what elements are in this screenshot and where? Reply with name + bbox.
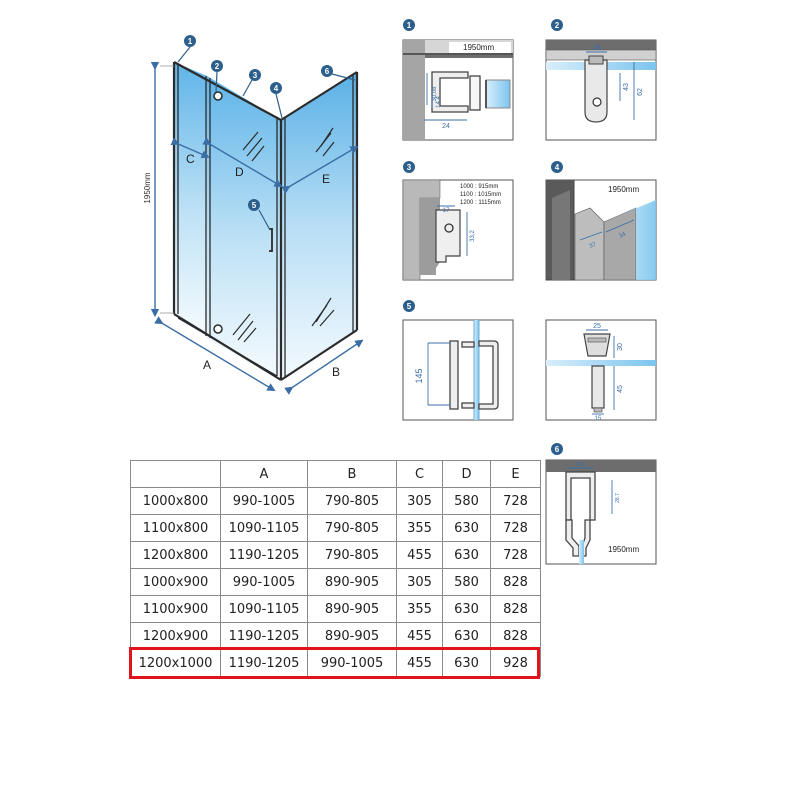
- svg-text:1950mm: 1950mm: [608, 185, 640, 194]
- callout-4: 4: [273, 84, 279, 93]
- table-value-cell: 728: [491, 488, 541, 515]
- table-size-cell: 1200x900: [131, 623, 221, 650]
- callout-3: 3: [252, 71, 258, 80]
- table-size-cell: 1200x1000: [131, 650, 221, 677]
- svg-text:30: 30: [617, 343, 624, 351]
- dimension-table: [130, 460, 541, 677]
- table-value-cell: 990-1005: [221, 569, 308, 596]
- table-row: [131, 596, 541, 623]
- table-value-cell: 728: [491, 542, 541, 569]
- dim-letter-a: A: [203, 358, 212, 372]
- table-value-cell: 890-905: [308, 596, 397, 623]
- svg-text:34: 34: [618, 231, 627, 240]
- table-row: [131, 515, 541, 542]
- svg-text:38: 38: [593, 45, 601, 52]
- svg-text:30,08: 30,08: [432, 86, 438, 102]
- svg-text:28.6: 28.6: [575, 462, 585, 468]
- table-value-cell: 580: [443, 569, 491, 596]
- dim-letter-d: D: [235, 165, 244, 179]
- svg-text:1200 : 1115mm: 1200 : 1115mm: [460, 200, 501, 206]
- svg-text:45: 45: [617, 385, 624, 393]
- callout-1: 1: [187, 37, 193, 46]
- table-row: [131, 542, 541, 569]
- detail-6: [546, 443, 656, 564]
- svg-text:1000 : 915mm: 1000 : 915mm: [460, 184, 499, 190]
- table-row: [131, 488, 541, 515]
- table-header-cell: B: [308, 461, 397, 488]
- table-size-cell: 1100x900: [131, 596, 221, 623]
- table-size-cell: 1100x800: [131, 515, 221, 542]
- table-value-cell: 728: [491, 515, 541, 542]
- table-header-cell: E: [491, 461, 541, 488]
- table-value-cell: 630: [443, 515, 491, 542]
- svg-text:15: 15: [594, 416, 602, 422]
- svg-text:37: 37: [588, 241, 597, 250]
- svg-text:1100 : 1015mm: 1100 : 1015mm: [460, 192, 502, 198]
- height-label: 1950mm: [143, 172, 152, 204]
- table-value-cell: 928: [491, 650, 541, 677]
- detail-2: [546, 19, 656, 140]
- table-value-cell: 1190-1205: [221, 542, 308, 569]
- table-size-cell: 1200x800: [131, 542, 221, 569]
- front-glass-door: [207, 76, 281, 380]
- svg-text:1950mm: 1950mm: [608, 545, 640, 554]
- callout-2: 2: [214, 62, 220, 71]
- table-value-cell: 790-805: [308, 542, 397, 569]
- dim-letter-e: E: [322, 172, 331, 186]
- table-size-cell: 1000x800: [131, 488, 221, 515]
- callout-6: 6: [324, 67, 330, 76]
- table-value-cell: 890-905: [308, 569, 397, 596]
- table-value-cell: 630: [443, 623, 491, 650]
- svg-text:24: 24: [442, 123, 450, 130]
- table-row: [131, 650, 541, 677]
- table-value-cell: 1190-1205: [221, 650, 308, 677]
- table-size-cell: 1000x900: [131, 569, 221, 596]
- table-value-cell: 355: [397, 596, 443, 623]
- svg-text:25: 25: [593, 323, 601, 330]
- table-value-cell: 828: [491, 596, 541, 623]
- table-header-cell: [131, 461, 221, 488]
- table-value-cell: 355: [397, 515, 443, 542]
- table-value-cell: 1090-1105: [221, 596, 308, 623]
- table-row: [131, 569, 541, 596]
- svg-text:14,4: 14,4: [436, 96, 442, 108]
- detail-pivot: [546, 320, 656, 422]
- table-value-cell: 1090-1105: [221, 515, 308, 542]
- table-value-cell: 890-905: [308, 623, 397, 650]
- detail-4: [546, 161, 656, 280]
- table-value-cell: 990-1005: [221, 488, 308, 515]
- detail-3: [403, 161, 513, 280]
- svg-text:28.7: 28.7: [615, 493, 621, 503]
- table-value-cell: 790-805: [308, 515, 397, 542]
- table-value-cell: 630: [443, 596, 491, 623]
- svg-text:5: 5: [406, 302, 412, 311]
- callout-5: 5: [251, 201, 257, 210]
- table-row: [131, 623, 541, 650]
- table-value-cell: 630: [443, 650, 491, 677]
- front-glass-fixed: [174, 62, 207, 338]
- table-header-cell: D: [443, 461, 491, 488]
- dim-letter-c: C: [186, 152, 195, 166]
- svg-text:2: 2: [554, 21, 560, 30]
- table-value-cell: 790-805: [308, 488, 397, 515]
- shower-enclosure: [143, 35, 360, 389]
- table-value-cell: 990-1005: [308, 650, 397, 677]
- svg-text:4: 4: [554, 163, 560, 172]
- detail-5: [403, 300, 513, 420]
- table-value-cell: 1190-1205: [221, 623, 308, 650]
- svg-text:33,2: 33,2: [470, 230, 476, 242]
- d1-height: 1950mm: [463, 43, 495, 52]
- table-value-cell: 580: [443, 488, 491, 515]
- dim-letter-b: B: [332, 365, 341, 379]
- table-value-cell: 455: [397, 542, 443, 569]
- side-glass-panel: [281, 72, 357, 380]
- table-header-row: [131, 461, 541, 488]
- svg-text:17: 17: [442, 208, 450, 214]
- table-value-cell: 455: [397, 650, 443, 677]
- svg-text:3: 3: [406, 163, 412, 172]
- table-value-cell: 305: [397, 488, 443, 515]
- table-value-cell: 828: [491, 623, 541, 650]
- svg-text:6: 6: [554, 445, 560, 454]
- table-header-cell: A: [221, 461, 308, 488]
- svg-text:145: 145: [414, 368, 424, 384]
- table-header-cell: C: [397, 461, 443, 488]
- detail-1: [403, 19, 513, 140]
- table-value-cell: 305: [397, 569, 443, 596]
- svg-text:43: 43: [623, 83, 630, 91]
- table-value-cell: 828: [491, 569, 541, 596]
- svg-text:1: 1: [406, 21, 412, 30]
- table-value-cell: 455: [397, 623, 443, 650]
- svg-text:62: 62: [637, 88, 644, 96]
- table-value-cell: 630: [443, 542, 491, 569]
